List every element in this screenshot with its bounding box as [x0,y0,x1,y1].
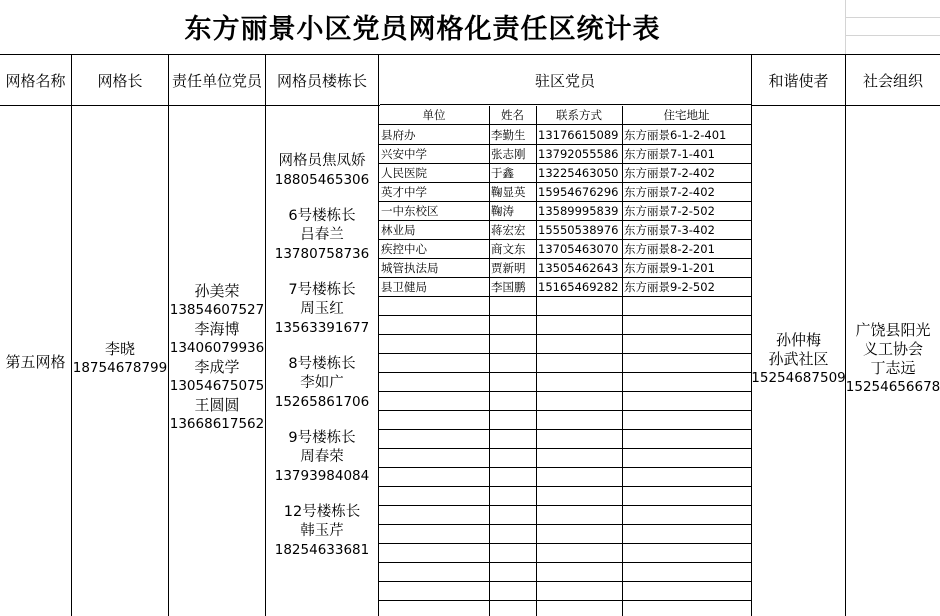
unit-member-name: 王圆圆 [194,396,240,414]
social-org-line1: 广饶县阳光 [855,321,931,339]
resident-row-divider [379,410,751,411]
building-leader-phone: 13563391677 [274,320,370,336]
building-leader-entry [275,207,369,264]
grid-leader-name: 李晓 [104,340,135,358]
resident-row-divider [379,315,751,316]
header-social-org: 社会组织 [862,71,923,90]
resident-row-divider [379,562,751,563]
resident-cell: 鞠涛 [491,203,514,218]
social-org [846,106,940,616]
building-leader-phone: 18805465306 [274,172,370,188]
building-leader-role: 6号楼栋长 [288,208,356,224]
unit-member-name: 李成学 [194,358,240,376]
resident-cell: 城管执法局 [381,260,439,275]
resident-cell: 东方丽景7-3-402 [624,222,715,237]
resident-column-header: 联系方式 [556,108,602,122]
resident-row-divider [379,334,751,335]
building-leader-name: 韩玉芹 [300,523,344,539]
resident-row-divider [379,353,751,354]
unit-member-name: 李海博 [194,320,240,338]
resident-row-divider [379,296,751,297]
building-leader-name: 李如广 [300,375,344,391]
resident-cell: 县卫健局 [381,279,427,294]
resident-cell: 于鑫 [491,165,514,180]
building-leader-name: 周春荣 [300,449,344,465]
building-leader-phone: 13793984084 [274,468,370,484]
resident-cell: 英才中学 [381,184,427,199]
header-unit-members: 责任单位党员 [171,71,262,90]
resident-cell: 东方丽景7-2-402 [624,165,715,180]
grid-leader-phone: 18754678799 [72,360,168,376]
resident-row-divider [379,448,751,449]
sheet-gridline [845,0,846,54]
unit-member-phone: 13854607527 [169,302,265,318]
harmony-envoy-org: 孙武社区 [768,349,829,368]
building-leader-entry [275,503,369,560]
unit-member-name: 孙美荣 [194,282,240,300]
resident-cell: 李国鹏 [491,279,526,294]
resident-cell: 县府办 [381,127,416,142]
building-leader-role: 9号楼栋长 [288,430,356,446]
resident-row-divider [379,581,751,582]
sheet-gridline [845,35,940,36]
resident-row-divider [379,391,751,392]
building-leader-role: 8号楼栋长 [288,356,356,372]
resident-cell: 一中东校区 [381,203,439,218]
resident-column-header: 住宅地址 [663,108,710,122]
building-leader-entry [275,281,369,338]
resident-cell: 东方丽景8-2-201 [624,241,715,256]
unit-member-phone: 13668617562 [169,416,265,432]
resident-cell: 15550538976 [538,222,619,237]
resident-cell: 15165469282 [538,279,619,294]
sheet-gridline [845,17,940,18]
resident-row-divider [379,486,751,487]
building-leader-entry [275,152,369,190]
grid-leader [72,106,168,616]
resident-cell: 蒋宏宏 [491,222,526,237]
resident-cell: 东方丽景7-2-402 [624,184,715,199]
resident-row-divider [379,543,751,544]
building-leader-role: 7号楼栋长 [288,282,356,298]
building-leader-role: 12号楼栋长 [283,504,361,520]
resident-cell: 贾新明 [491,260,526,275]
harmony-envoy-phone: 15254687509 [751,369,846,386]
harmony-envoy [752,106,845,616]
resident-cell: 张志刚 [491,146,526,161]
building-leader-name: 周玉红 [300,301,344,317]
resident-cell: 东方丽景9-2-502 [624,279,715,294]
resident-cell: 疾控中心 [381,241,427,256]
resident-row-divider [379,372,751,373]
resident-cell: 13176615089 [538,127,619,142]
social-org-contact-name: 丁志远 [870,359,916,377]
resident-cell: 兴安中学 [381,146,427,161]
building-leader-role: 网格员焦凤娇 [278,153,366,169]
grid-name: 第五网格 [5,352,66,371]
resident-cell: 东方丽景7-2-502 [624,203,715,218]
resident-cell: 东方丽景7-1-401 [624,146,715,161]
resident-row-divider [379,600,751,601]
building-leader-entry [275,355,369,412]
header-grid-name: 网格名称 [5,71,66,90]
resident-row-divider [379,505,751,506]
resident-cell: 13505462643 [538,260,619,275]
building-leader-phone: 15265861706 [274,394,370,410]
harmony-envoy-name: 孙仲梅 [775,330,821,349]
social-org-phone: 15254656678 [845,379,940,395]
resident-cell: 东方丽景9-1-201 [624,260,715,275]
unit-member-phone: 13406079936 [169,340,265,356]
resident-row-divider [379,467,751,468]
resident-cell: 人民医院 [381,165,427,180]
resident-row-divider [379,429,751,430]
resident-column-header: 姓名 [501,108,524,122]
resident-cell: 13705463070 [538,241,619,256]
column-divider [378,54,379,616]
resident-cell: 15954676296 [538,184,619,199]
social-org-line2: 义工协会 [862,340,923,358]
header-building-leaders: 网格员楼栋长 [276,71,367,90]
building-leaders [266,106,378,616]
resident-row-divider [379,524,751,525]
resident-cell: 鞠显英 [491,184,526,199]
unit-member-phone: 13054675075 [169,378,265,394]
building-leader-phone: 18254633681 [274,542,370,558]
page-title: 东方丽景小区党员网格化责任区统计表 [184,13,661,45]
building-leader-entry [275,429,369,486]
header-grid-leader: 网格长 [97,71,143,90]
resident-cell: 13589995839 [538,203,619,218]
resident-cell: 李勤生 [491,127,526,142]
building-leader-phone: 13780758736 [274,246,370,262]
header-resident-members: 驻区党员 [534,71,595,90]
resident-column-header: 单位 [422,108,446,122]
header-harmony-envoy: 和谐使者 [768,71,829,90]
building-leader-name: 吕春兰 [300,227,344,243]
resident-cell: 东方丽景6-1-2-401 [624,127,727,142]
unit-members [169,106,265,616]
resident-cell: 林业局 [381,222,416,237]
resident-cell: 13792055586 [538,146,619,161]
resident-cell: 13225463050 [538,165,619,180]
resident-cell: 商文东 [491,241,526,256]
